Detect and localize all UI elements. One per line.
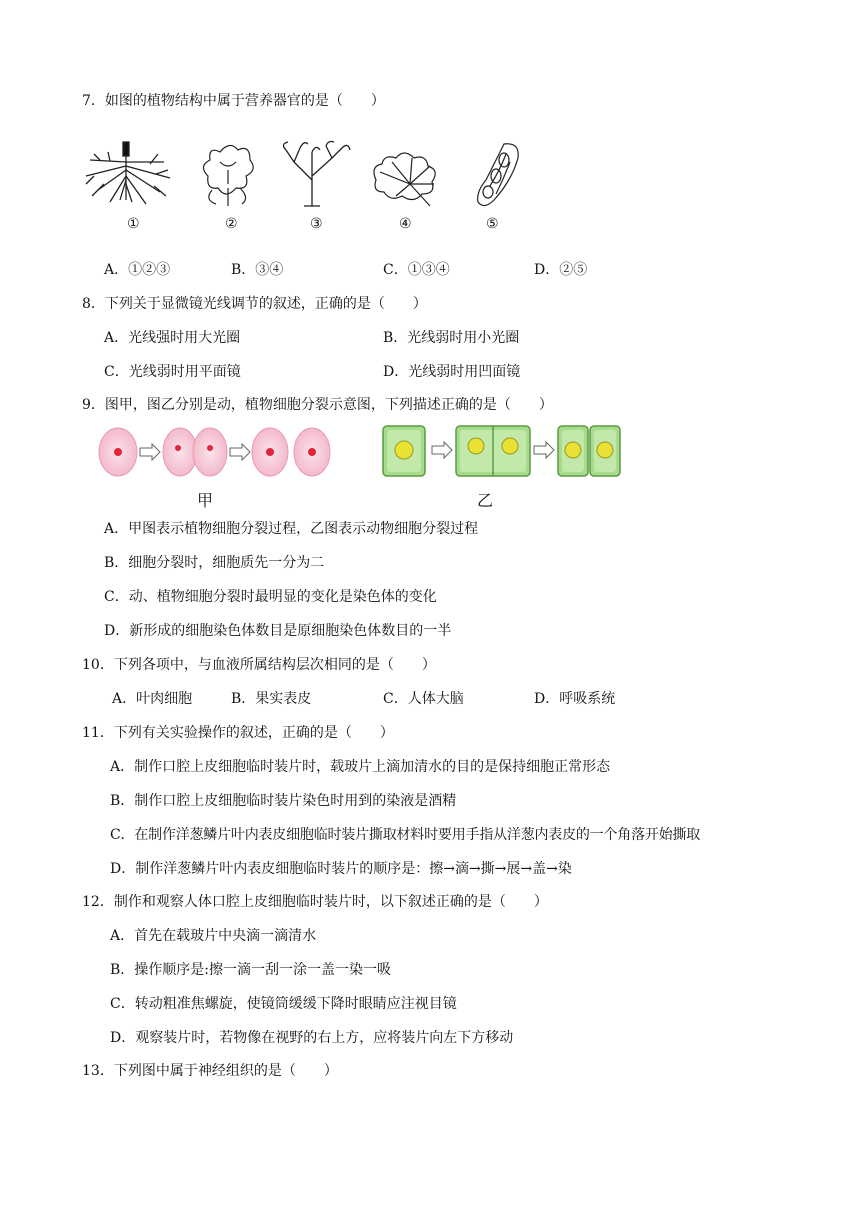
q9-animal-cell-figure: [98, 426, 350, 478]
q10-option-d[interactable]: D．呼吸系统: [534, 691, 616, 707]
q9-option-b[interactable]: B．细胞分裂时，细胞质先一分为二: [104, 555, 325, 571]
q12-option-d[interactable]: D．观察装片时，若物像在视野的右上方，应将装片向左下方移动: [110, 1030, 514, 1046]
q9-label-yi: 乙: [477, 491, 494, 510]
q7-figure-label-1: ①: [127, 216, 140, 232]
q7-stem: 7．如图的植物结构中属于营养器官的是（ ）: [82, 93, 385, 109]
q10-option-a[interactable]: A．叶肉细胞: [112, 691, 193, 707]
q7-option-a[interactable]: A．①②③: [104, 262, 171, 278]
q7-figure-label-2: ②: [225, 216, 238, 232]
q8-option-d[interactable]: D．光线弱时用凹面镜: [383, 364, 521, 380]
q9-option-a[interactable]: A．甲图表示植物细胞分裂过程，乙图表示动物细胞分裂过程: [104, 521, 479, 537]
q11-option-c[interactable]: C．在制作洋葱鳞片叶内表皮细胞临时装片撕取材料时要用手指从洋葱内表皮的一个角落开始撕取: [110, 827, 701, 843]
q7-option-d[interactable]: D．②⑤: [534, 262, 588, 278]
q8-option-b[interactable]: B．光线弱时用小光圈: [383, 330, 520, 346]
q11-option-a[interactable]: A．制作口腔上皮细胞临时装片时，载玻片上滴加清水的目的是保持细胞正常形态: [110, 759, 611, 775]
q13-stem: 13．下列图中属于神经组织的是（ ）: [82, 1063, 338, 1079]
root-illustration: [86, 142, 170, 204]
q11-option-b[interactable]: B．制作口腔上皮细胞临时装片染色时用到的染液是酒精: [110, 793, 457, 809]
q9-option-d[interactable]: D．新形成的细胞染色体数目是原细胞染色体数目的一半: [104, 623, 452, 639]
q10-option-c[interactable]: C．人体大脑: [383, 691, 464, 707]
q10-stem: 10．下列各项中，与血液所属结构层次相同的是（ ）: [82, 657, 436, 673]
leaf-illustration: [374, 153, 435, 206]
q9-plant-cell-figure: [382, 424, 622, 480]
q11-stem: 11．下列有关实验操作的叙述，正确的是（ ）: [82, 725, 394, 741]
q7-figure-label-4: ④: [399, 216, 412, 232]
stem-illustration: [283, 142, 350, 207]
q8-stem: 8．下列关于显微镜光线调节的叙述，正确的是（ ）: [82, 296, 427, 312]
q7-figure-label-3: ③: [310, 216, 323, 232]
q7-option-b[interactable]: B．③④: [231, 262, 284, 278]
q8-option-a[interactable]: A．光线强时用大光圈: [104, 330, 241, 346]
q10-option-b[interactable]: B．果实表皮: [231, 691, 312, 707]
q8-option-c[interactable]: C．光线弱时用平面镜: [104, 364, 241, 380]
q12-option-b[interactable]: B．操作顺序是:擦一滴一刮一涂一盖一染一吸: [110, 962, 392, 978]
q9-label-jia: 甲: [197, 491, 214, 510]
q7-figure-label-5: ⑤: [486, 216, 499, 232]
q7-option-c[interactable]: C．①③④: [383, 262, 450, 278]
q9-stem: 9．图甲，图乙分别是动，植物细胞分裂示意图，下列描述正确的是（ ）: [82, 397, 553, 413]
q12-option-a[interactable]: A．首先在载玻片中央滴一滴清水: [110, 928, 317, 944]
flower-illustration: [203, 145, 253, 206]
q11-option-d[interactable]: D．制作洋葱鳞片叶内表皮细胞临时装片的顺序是：擦→滴→撕→展→盖→染: [110, 861, 572, 877]
q12-stem: 12．制作和观察人体口腔上皮细胞临时装片时，以下叙述正确的是（ ）: [82, 894, 548, 910]
q9-option-c[interactable]: C．动、植物细胞分裂时最明显的变化是染色体的变化: [104, 589, 437, 605]
seed-pod-illustration: [478, 144, 519, 206]
q12-option-c[interactable]: C．转动粗准焦螺旋，使镜筒缓缓下降时眼睛应注视目镜: [110, 996, 457, 1012]
